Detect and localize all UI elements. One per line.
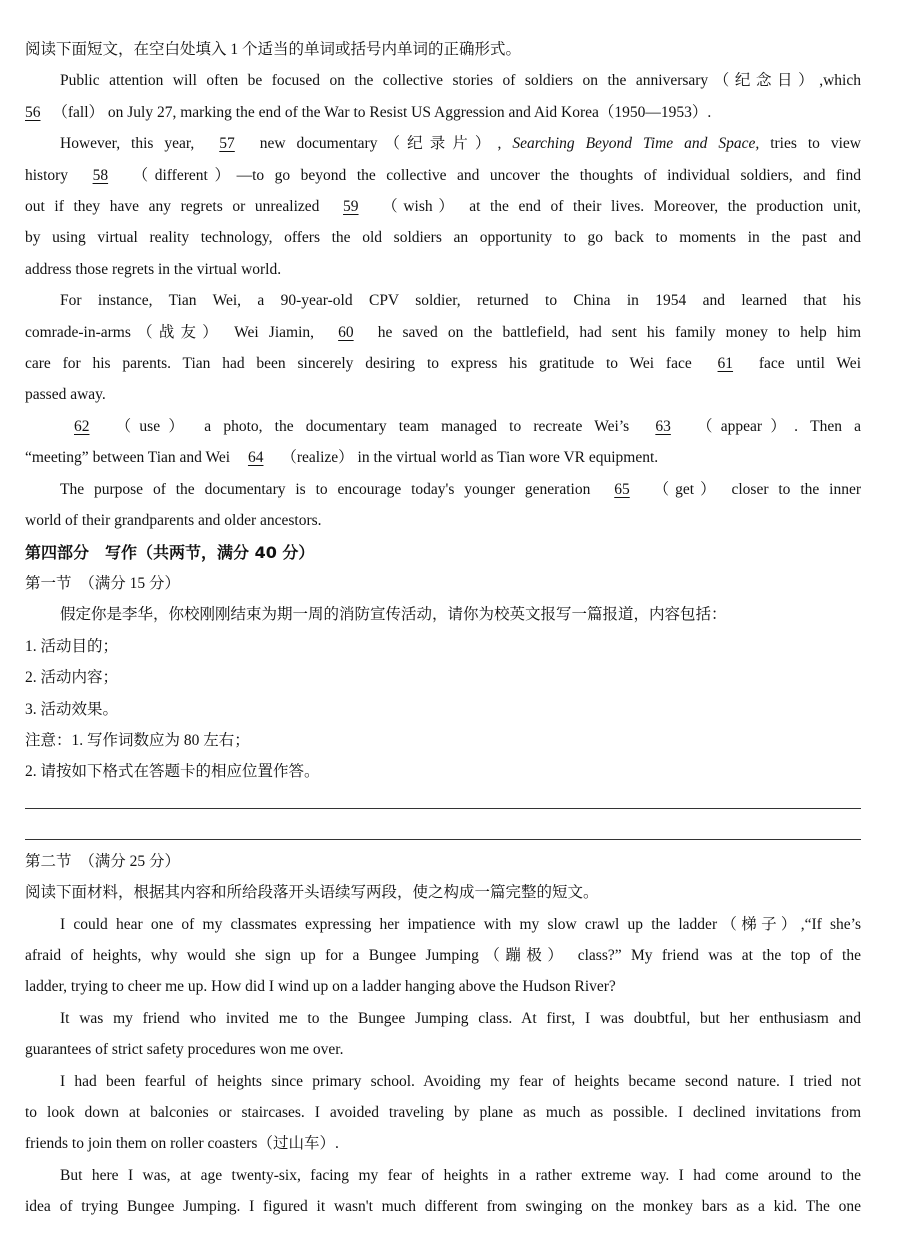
exam-page (25, 34, 861, 1223)
passage-line (25, 474, 861, 505)
passage-text: he saved on the battlefield, had sent his family money to help him (377, 323, 861, 341)
passage-line (25, 411, 861, 442)
passage-text: However, this year, (60, 135, 195, 153)
passage-text: face until Wei (758, 355, 861, 373)
section1-prompt: 假定你是李华，你校刚刚结束为期一周的消防宣传活动，请你为校英文报写一篇报道，内容包括： (60, 606, 727, 624)
passage-text: （wish） at the end of their lives. Moreover, the production unit, (382, 198, 862, 216)
documentary-title: Searching Beyond Time and Space, (512, 135, 760, 153)
story-line: I had been fearful of heights since primary school. Avoiding my fear of heights became second nature. I tried not (60, 1072, 861, 1090)
writing-note: 2. 请按如下格式在答题卡的相应位置作答。 (25, 763, 320, 781)
story-line: But here I was, at age twenty-six, facing my fear of heights in a rather extreme way. I had come around to the (60, 1166, 861, 1184)
blank-56[interactable]: 56 (25, 103, 41, 121)
spacer (25, 809, 861, 839)
section-heading: 第四部分 写作（共两节，满分 40 分） (25, 542, 315, 562)
passage-text: （fall） on July 27, marking the end of the War to Resist US Aggression and Aid Korea（1950—1953）. (52, 103, 712, 121)
passage-line (25, 97, 861, 128)
passage-text: （use） a photo, the documentary team managed to recreate Wei’s (115, 417, 630, 435)
story-line: ladder, trying to cheer me up. How did I wind up on a ladder hanging above the Hudson River? (25, 978, 616, 996)
blank-64[interactable]: 64 (247, 449, 264, 467)
passage-line: Public attention will often be focused on the collective stories of soldiers on the anniversary（纪念日）,which (60, 72, 861, 90)
story-line: to look down at balconies or staircases. I avoided traveling by plane as much as possible. I declined invitations from (25, 1104, 861, 1121)
passage-line (25, 160, 861, 191)
section2-title: 第二节 （满分 25 分） (25, 852, 181, 870)
passage-line: For instance, Tian Wei, a 90-year-old CPV soldier, returned to China in 1954 and learned that his (60, 292, 861, 310)
blank-60[interactable]: 60 (338, 323, 354, 341)
passage-line (25, 348, 861, 379)
passage-text: comrade-in-arms（战友） Wei Jiamin, (25, 323, 315, 341)
blank-59[interactable]: 59 (343, 198, 359, 216)
spacer (25, 788, 861, 808)
prompt-item: 1. 活动目的； (25, 637, 119, 655)
passage-text: （realize） in the virtual world as Tian wore VR equipment. (281, 449, 659, 467)
passage-line (25, 128, 861, 159)
section1-title: 第一节 （满分 15 分） (25, 574, 181, 592)
passage-text: out if they have any regrets or unrealized (25, 198, 320, 216)
story-line: friends to join them on roller coasters（过山车）. (25, 1135, 339, 1153)
writing-note: 注意：1. 写作词数应为 80 左右； (25, 731, 250, 749)
passage-line: passed away. (25, 386, 106, 404)
passage-text: The purpose of the documentary is to encourage today's younger generation (60, 480, 591, 498)
story-line: afraid of heights, why would she sign up for a Bungee Jumping（蹦极） class?” My friend was at the top of the (25, 946, 861, 964)
passage-line: by using virtual reality technology, offers the old soldiers an opportunity to go back to moments in the past and (25, 229, 861, 247)
passage-text: “meeting” between Tian and Wei (25, 449, 231, 467)
passage-line: world of their grandparents and older ancestors. (25, 512, 322, 530)
story-line: It was my friend who invited me to the Bungee Jumping class. At first, I was doubtful, but her enthusiasm and (60, 1009, 861, 1027)
story-line: I could hear one of my classmates expressing her impatience with my slow crawl up the ladder（梯子）,“If she’s (60, 915, 861, 933)
story-line: idea of trying Bungee Jumping. I figured it wasn't much different from swinging on the monkey bars as a kid. The one (25, 1198, 861, 1216)
section2-instruction: 阅读下面材料，根据其内容和所给段落开头语续写两段，使之构成一篇完整的短文。 (25, 884, 599, 902)
blank-65[interactable]: 65 (614, 480, 630, 498)
passage-line (25, 191, 861, 222)
passage-text: history (25, 166, 69, 184)
blank-57[interactable]: 57 (219, 135, 235, 153)
passage-text: tries to view (770, 135, 862, 153)
blank-63[interactable]: 63 (655, 417, 671, 435)
cloze-instruction: 阅读下面短文，在空白处填入 1 个适当的单词或括号内单词的正确形式。 (25, 41, 522, 58)
passage-text: care for his parents. Tian had been sincerely desiring to express his gratitude to Wei face (25, 355, 692, 373)
passage-text: new documentary（纪录片）, (259, 135, 502, 153)
prompt-item: 3. 活动效果。 (25, 700, 119, 718)
blank-61[interactable]: 61 (717, 355, 734, 373)
passage-line (25, 317, 861, 348)
passage-text: （different）—to go beyond the collective and uncover the thoughts of individual soldiers, and find (132, 166, 861, 184)
passage-text: （appear）. Then a (697, 417, 862, 435)
blank-62[interactable]: 62 (74, 417, 90, 435)
blank-58[interactable]: 58 (92, 166, 109, 184)
prompt-item: 2. 活动内容； (25, 669, 119, 687)
passage-line (25, 442, 861, 473)
passage-line: address those regrets in the virtual world. (25, 260, 282, 278)
passage-text: （get） closer to the inner (653, 480, 861, 498)
story-line: guarantees of strict safety procedures won me over. (25, 1041, 344, 1059)
